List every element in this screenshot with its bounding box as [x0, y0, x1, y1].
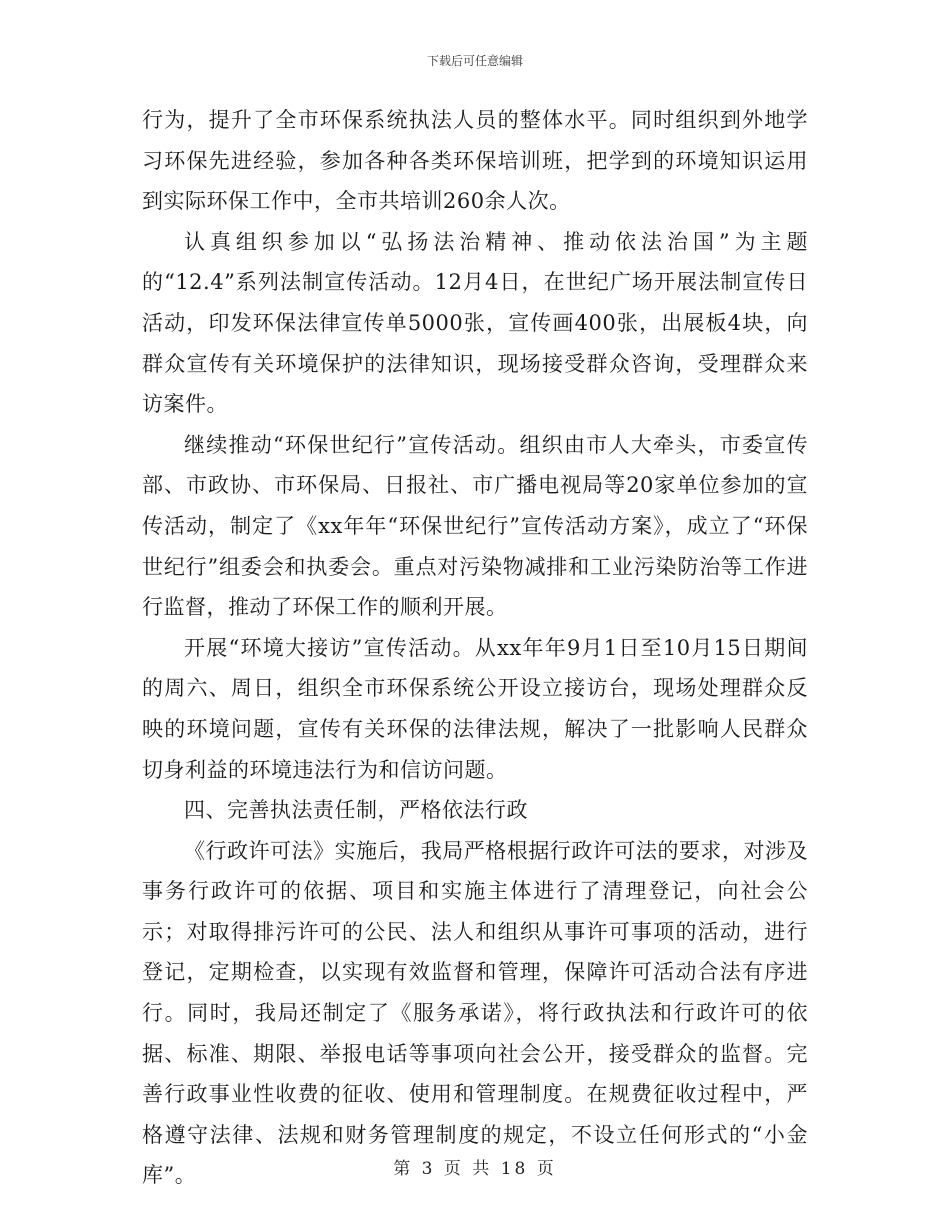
- paragraph-environmental-century-tour: 继续推动“环保世纪行”宣传活动。组织由市人大牵头，市委宣传部、市政协、市环保局、日报社、市广播电视局等20家单位参加的宣传活动，制定了《xx年年“环保世纪行”宣传活动方案》，成立了“环保世纪行”组委会和执委会。重点对污染物减排和工业污染防治等工作进行监督，推动了环保工作的顺利开展。: [142, 432, 808, 620]
- paragraph-environment-reception: 开展“环境大接访”宣传活动。从xx年年9月1日至10月15日期间的周六、周日，组织全市环保系统公开设立接访台，现场处理群众反映的环境问题，宣传有关环保的法律法规，解决了一批影响人民群众切身利益的环境违法行为和信访问题。: [142, 635, 808, 782]
- paragraph-administrative-licensing: 《行政许可法》实施后，我局严格根据行政许可法的要求，对涉及事务行政许可的依据、项目和实施主体进行了清理登记，向社会公示；对取得排污许可的公民、法人和组织从事许可事项的活动，进行登记，定期检查，以实现有效监督和管理，保障许可活动合法有序进行。同时，我局还制定了《服务承诺》，将行政执法和行政许可的依据、标准、期限、举报电话等事项向社会公开，接受群众的监督。完善行政事业性收费的征收、使用和管理制度。在规费征收过程中，严格遵守法律、法规和财务管理制度的规定，不设立任何形式的“小金库”。: [142, 838, 808, 1188]
- section-heading-four: 四、完善执法责任制，严格依法行政: [184, 798, 528, 823]
- paragraph-training-continued: 行为，提升了全市环保系统执法人员的整体水平。同时组织到外地学习环保先进经验，参加各种各类环保培训班，把学到的环境知识运用到实际环保工作中，全市共培训260余人次。: [142, 108, 808, 214]
- page-number-footer: 第 3 页 共 18 页: [393, 1159, 557, 1179]
- paragraph-legal-publicity-day: 认真组织参加以“弘扬法治精神、推动依法治国”为主题的“12.4”系列法制宣传活动。12月4日，在世纪广场开展法制宣传日活动，印发环保法律宣传单5000张，宣传画400张，出展板4块，向群众宣传有关环境保护的法律知识，现场接受群众咨询，受理群众来访案件。: [142, 229, 808, 417]
- document-body: [142, 100, 808, 1196]
- page-header-note: 下载后可任意编辑: [426, 54, 523, 68]
